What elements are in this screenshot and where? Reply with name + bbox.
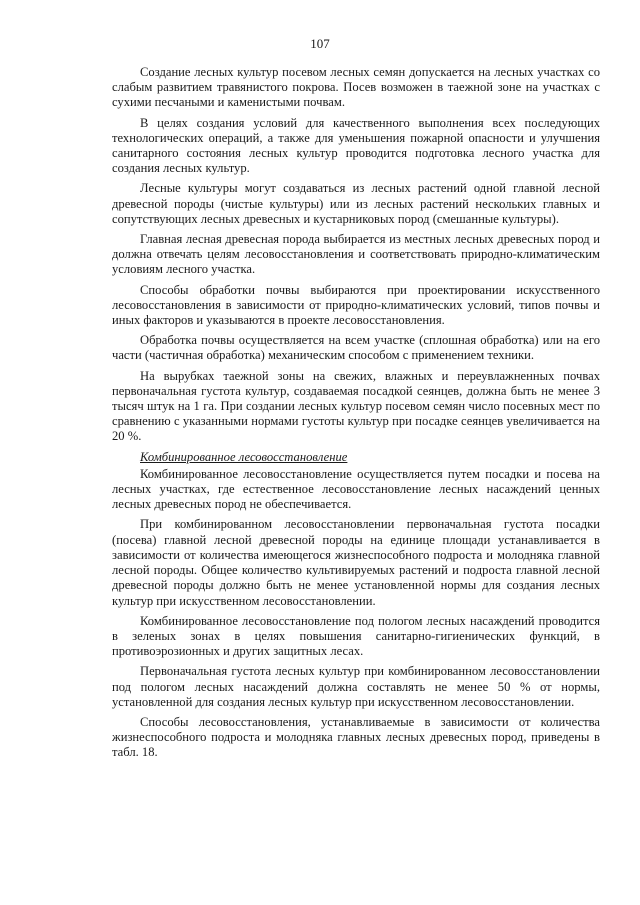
paragraph: В целях создания условий для качественного выполнения всех последующих технологических операций, а также для уменьшения пожарной опасности и улучшения санитарного состояния лесных культур проводится подготовка лесного участка для создания лесных культур. [112,115,600,176]
paragraph: На вырубках таежной зоны на свежих, влажных и переувлажненных почвах первоначальная густота культур, создаваемая посадкой сеянцев, должна быть не менее 3 тысяч штук на 1 га. При создании лесных культур посевом семян число посевных мест по сравнению с указанными нормами густоты культур при посадке сеянцев увеличивается на 20 %. [112,368,600,444]
page-number: 107 [310,36,330,51]
paragraph: Способы лесовосстановления, устанавливаемые в зависимости от количества жизнеспособного подроста и молодняка главных лесных древесных пород, приведены в табл. 18. [112,714,600,760]
paragraph: При комбинированном лесовосстановлении первоначальная густота посадки (посева) главной лесной древесной породы на единице площади устанавливается в зависимости от количества имеющегося жизнеспособного подроста и молодняка главной лесной породы. Общее количество культивируемых растений и подроста главной лесной древесной породы должно быть не менее установленной нормы для создания лесных культур при искусственном лесовосстановлении. [112,517,600,608]
paragraph: Главная лесная древесная порода выбирается из местных лесных древесных пород и должна отвечать целям лесовосстановления и соответствовать природно-климатическим условиям лесного участка. [112,232,600,277]
paragraph: Способы обработки почвы выбираются при проектировании искусственного лесовосстановления в зависимости от природно-климатических условий, типов почвы и иных факторов и указываются в проекте лесовосстановления. [112,282,600,328]
section-heading: Комбинированное лесовосстановление [140,449,348,464]
paragraph: Обработка почвы осуществляется на всем участке (сплошная обработка) или на его части (частичная обработка) механическим способом с применением техники. [112,333,600,363]
paragraph: Комбинированное лесовосстановление под пологом лесных насаждений проводится в зеленых зонах в целях повышения санитарно-гигиенических функций, в противоэрозионных и других защитных лесах. [112,613,600,659]
page-content [112,65,600,766]
paragraph: Комбинированное лесовосстановление осуществляется путем посадки и посева на лесных участках, где естественное лесовосстановление лесных насаждений ценных лесных древесных пород не обеспечивается. [112,466,600,512]
paragraph: Лесные культуры могут создаваться из лесных растений одной главной лесной древесной породы (чистые культуры) или из лесных растений нескольких главных и сопутствующих лесных древесных и кустарниковых пород (смешанные культуры). [112,181,600,226]
paragraph: Первоначальная густота лесных культур при комбинированном лесовосстановлении под пологом лесных насаждений должна составлять не менее 50 % от нормы, установленной для создания лесных культур при искусственном лесовосстановлении. [112,664,600,709]
paragraph: Создание лесных культур посевом лесных семян допускается на лесных участках со слабым развитием травянистого покрова. Посев возможен в таежной зоне на участках с сухими песчаными и каменистыми почвам. [112,65,600,110]
